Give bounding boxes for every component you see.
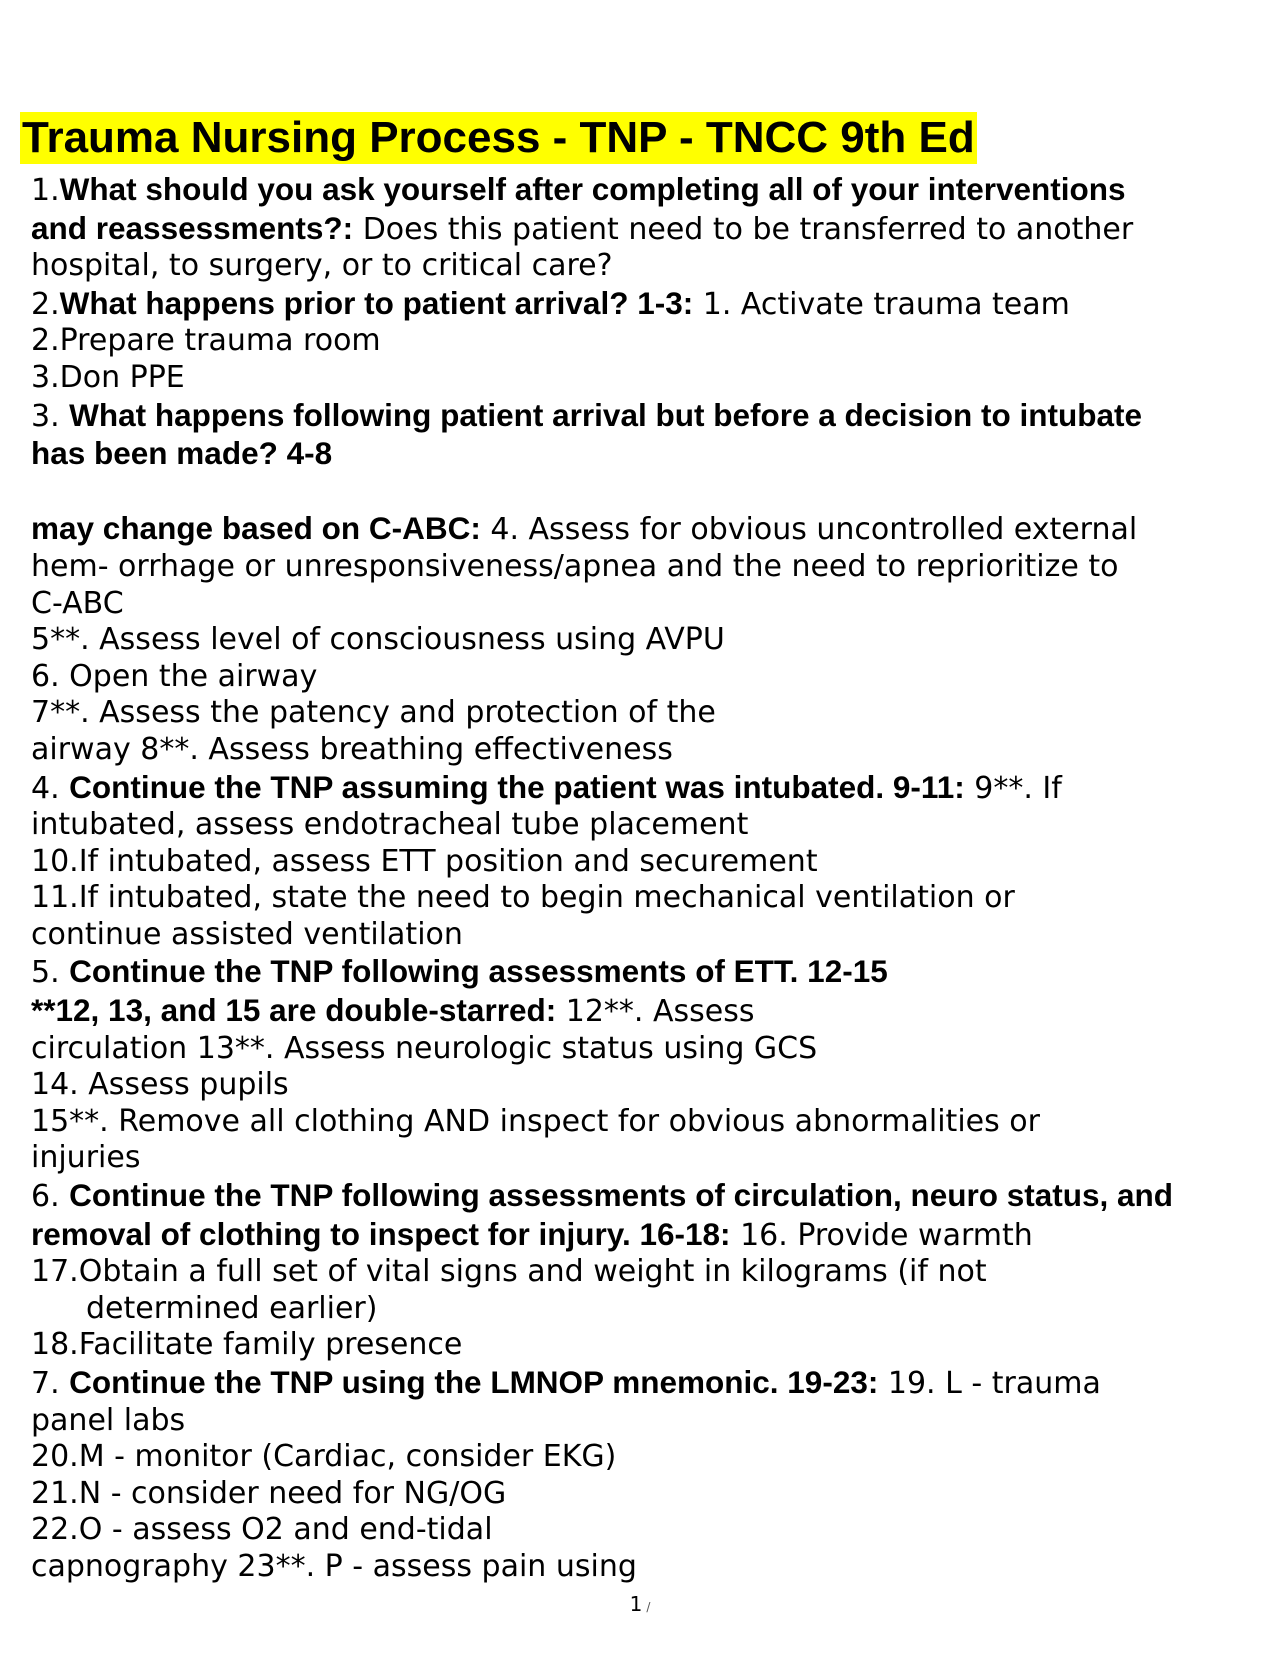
text-line: circulation 13**. Assess neurologic status using GCS [31, 1030, 818, 1066]
question-text: What happens prior to patient arrival? 1-3: [59, 284, 694, 321]
question-text: Continue the TNP assuming the patient was intubated. 9-11: [69, 768, 965, 805]
question-number: 1. [31, 173, 60, 208]
question-number: 5. [31, 955, 70, 991]
text-line: airway 8**. Assess breathing effectiveness [31, 731, 673, 767]
question-5 [31, 953, 1256, 992]
question-number: 6. [31, 1179, 70, 1215]
question-text: removal of clothing to inspect for injury. 16-18: [31, 1215, 731, 1252]
answer-text: 19. L - trauma [878, 1366, 1101, 1401]
question-2 [31, 285, 1256, 324]
text-line: 6. Open the airway [31, 658, 318, 694]
answer-text: 16. Provide warmth [730, 1217, 1033, 1253]
text-line: 7**. Assess the patency and protection of the [31, 695, 716, 731]
text-line [31, 1216, 1256, 1255]
question-text: What happens following patient arrival but before a decision to intubate [69, 396, 1143, 433]
blank-line [31, 474, 1256, 511]
text-line: C-ABC [31, 585, 124, 621]
question-text: Continue the TNP following assessments of ETT. 12-15 [69, 953, 888, 990]
answer-text: 1. Activate trauma team [693, 286, 1070, 322]
question-text: may change based on C-ABC: [31, 510, 481, 547]
text-line: 18.Facilitate family presence [31, 1327, 463, 1363]
text-line: 2.Prepare trauma room [31, 323, 381, 359]
question-number: 7. [31, 1366, 70, 1401]
question-text: **12, 13, and 15 are double-starred: [31, 992, 557, 1029]
text-line: 14. Assess pupils [31, 1067, 289, 1103]
text-line: 22.O - assess O2 and end-tidal [31, 1512, 493, 1548]
answer-text: 12**. Assess [556, 994, 755, 1030]
question-text: Continue the TNP following assessments of circulation, neuro status, and [69, 1177, 1173, 1214]
text-line: panel labs [31, 1402, 186, 1438]
text-line: 21.N - consider need for NG/OG [31, 1475, 507, 1511]
page-title: Trauma Nursing Process - TNP - TNCC 9th Ed [22, 113, 975, 162]
question-3 [31, 397, 1256, 436]
text-line: 5**. Assess level of consciousness using AVPU [31, 622, 725, 658]
question-7 [31, 1364, 1256, 1403]
text-line: continue assisted ventilation [31, 916, 463, 952]
question-number: 3. [31, 398, 70, 434]
question-text: Continue the TNP using the LMNOP mnemonic. 19-23: [69, 1364, 879, 1400]
text-line: capnography 23**. P - assess pain using [31, 1548, 637, 1584]
text-line: hem- orrhage or unresponsiveness/apnea and the need to reprioritize to [31, 548, 1119, 584]
text-line: 15**. Remove all clothing AND inspect for obvious abnormalities or [31, 1103, 1040, 1139]
text-line: determined earlier) [86, 1290, 378, 1326]
answer-text: Does this patient need to be transferred to another [353, 211, 1134, 247]
question-text: What should you ask yourself after completing all of your interventions [59, 171, 1126, 207]
answer-text: 4. Assess for obvious uncontrolled external [480, 512, 1138, 548]
text-line: 11.If intubated, state the need to begin mechanical ventilation or [31, 880, 1015, 916]
question-number: 2. [31, 286, 60, 322]
question-text: has been made? 4-8 [31, 435, 333, 472]
text-line: injuries [31, 1140, 141, 1176]
text-line [31, 992, 1256, 1031]
page-footer [0, 1592, 1280, 1616]
question-1 [31, 171, 1256, 210]
text-line: 17.Obtain a full set of vital signs and weight in kilograms (if not [31, 1254, 987, 1290]
document-body [31, 171, 1256, 1586]
page-number: 1 [629, 1592, 643, 1616]
answer-text: 9**. If [964, 770, 1062, 806]
text-line: 3.Don PPE [31, 359, 185, 395]
text-line [31, 510, 1256, 549]
text-line [31, 210, 1256, 249]
question-4 [31, 769, 1256, 808]
text-line: 20.M - monitor (Cardiac, consider EKG) [31, 1439, 617, 1475]
question-6 [31, 1177, 1256, 1216]
question-number: 4. [31, 770, 70, 806]
text-line: hospital, to surgery, or to critical care? [31, 248, 613, 284]
question-text: and reassessments?: [31, 209, 354, 246]
text-line [31, 435, 1256, 474]
page-separator: / [646, 1600, 651, 1614]
text-line: 10.If intubated, assess ETT position and securement [31, 843, 818, 879]
text-line: intubated, assess endotracheal tube placement [31, 807, 749, 843]
